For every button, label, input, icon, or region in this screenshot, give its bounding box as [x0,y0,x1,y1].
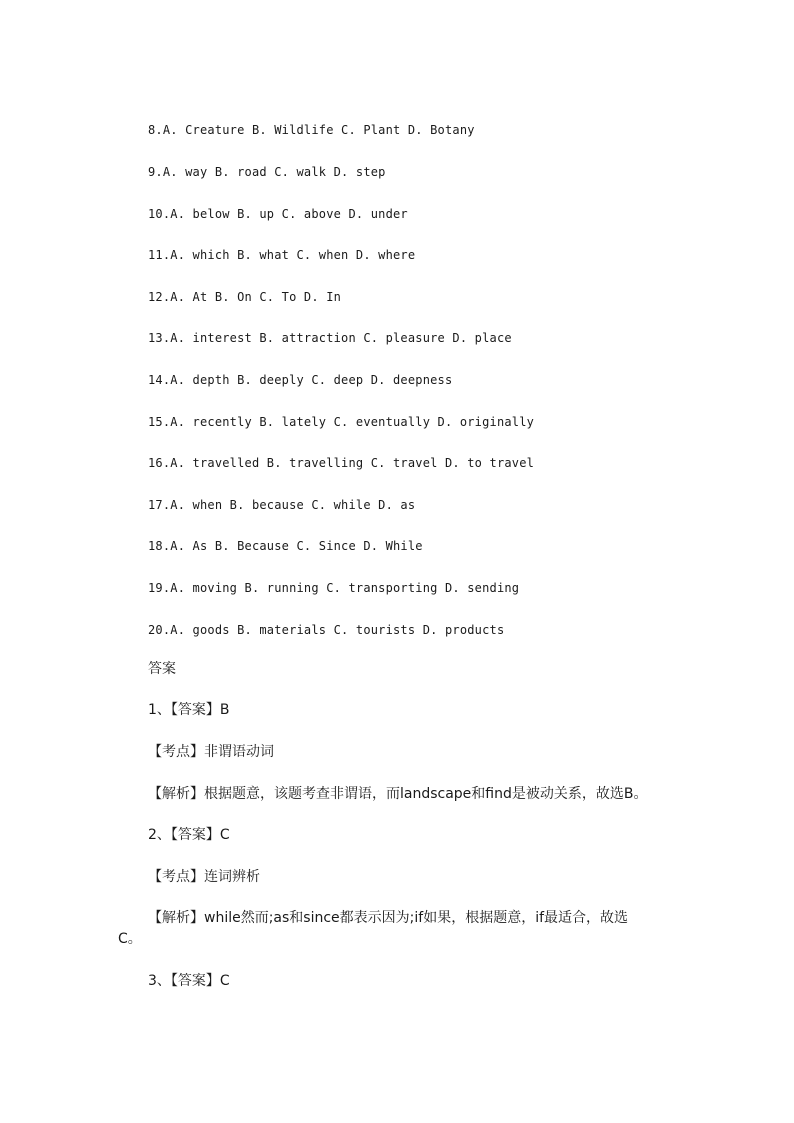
answer-1-point: 【考点】非谓语动词 [148,744,274,760]
answer-2-point: 【考点】连词辨析 [148,869,260,885]
question-13: 13.A. interest B. attraction C. pleasure D. place [148,331,512,345]
question-14: 14.A. depth B. deeply C. deep D. deepness [148,373,453,387]
answer-1: 1、【答案】B [148,702,230,718]
question-19: 19.A. moving B. running C. transporting D. sending [148,581,520,595]
answers-heading: 答案 [148,661,176,677]
question-15: 15.A. recently B. lately C. eventually D. originally [148,415,535,429]
question-11: 11.A. which B. what C. when D. where [148,248,416,262]
question-20: 20.A. goods B. materials C. tourists D. products [148,623,505,637]
question-8: 8.A. Creature B. Wildlife C. Plant D. Botany [148,123,475,137]
question-18: 18.A. As B. Because C. Since D. While [148,539,423,553]
question-16: 16.A. travelled B. travelling C. travel D. to travel [148,456,535,470]
question-12: 12.A. At B. On C. To D. In [148,290,342,304]
question-17: 17.A. when B. because C. while D. as [148,498,416,512]
answer-2-analysis-line1: 【解析】while然而;as和since都表示因为;if如果，根据题意，if最适合，故选 [148,910,629,926]
answer-1-analysis: 【解析】根据题意，该题考查非谓语，而landscape和find是被动关系，故选B。 [148,786,648,802]
answer-2-analysis-line2: C。 [118,931,142,947]
answer-2: 2、【答案】C [148,827,230,843]
answer-3: 3、【答案】C [148,973,230,989]
question-9: 9.A. way B. road C. walk D. step [148,165,386,179]
question-10: 10.A. below B. up C. above D. under [148,207,408,221]
